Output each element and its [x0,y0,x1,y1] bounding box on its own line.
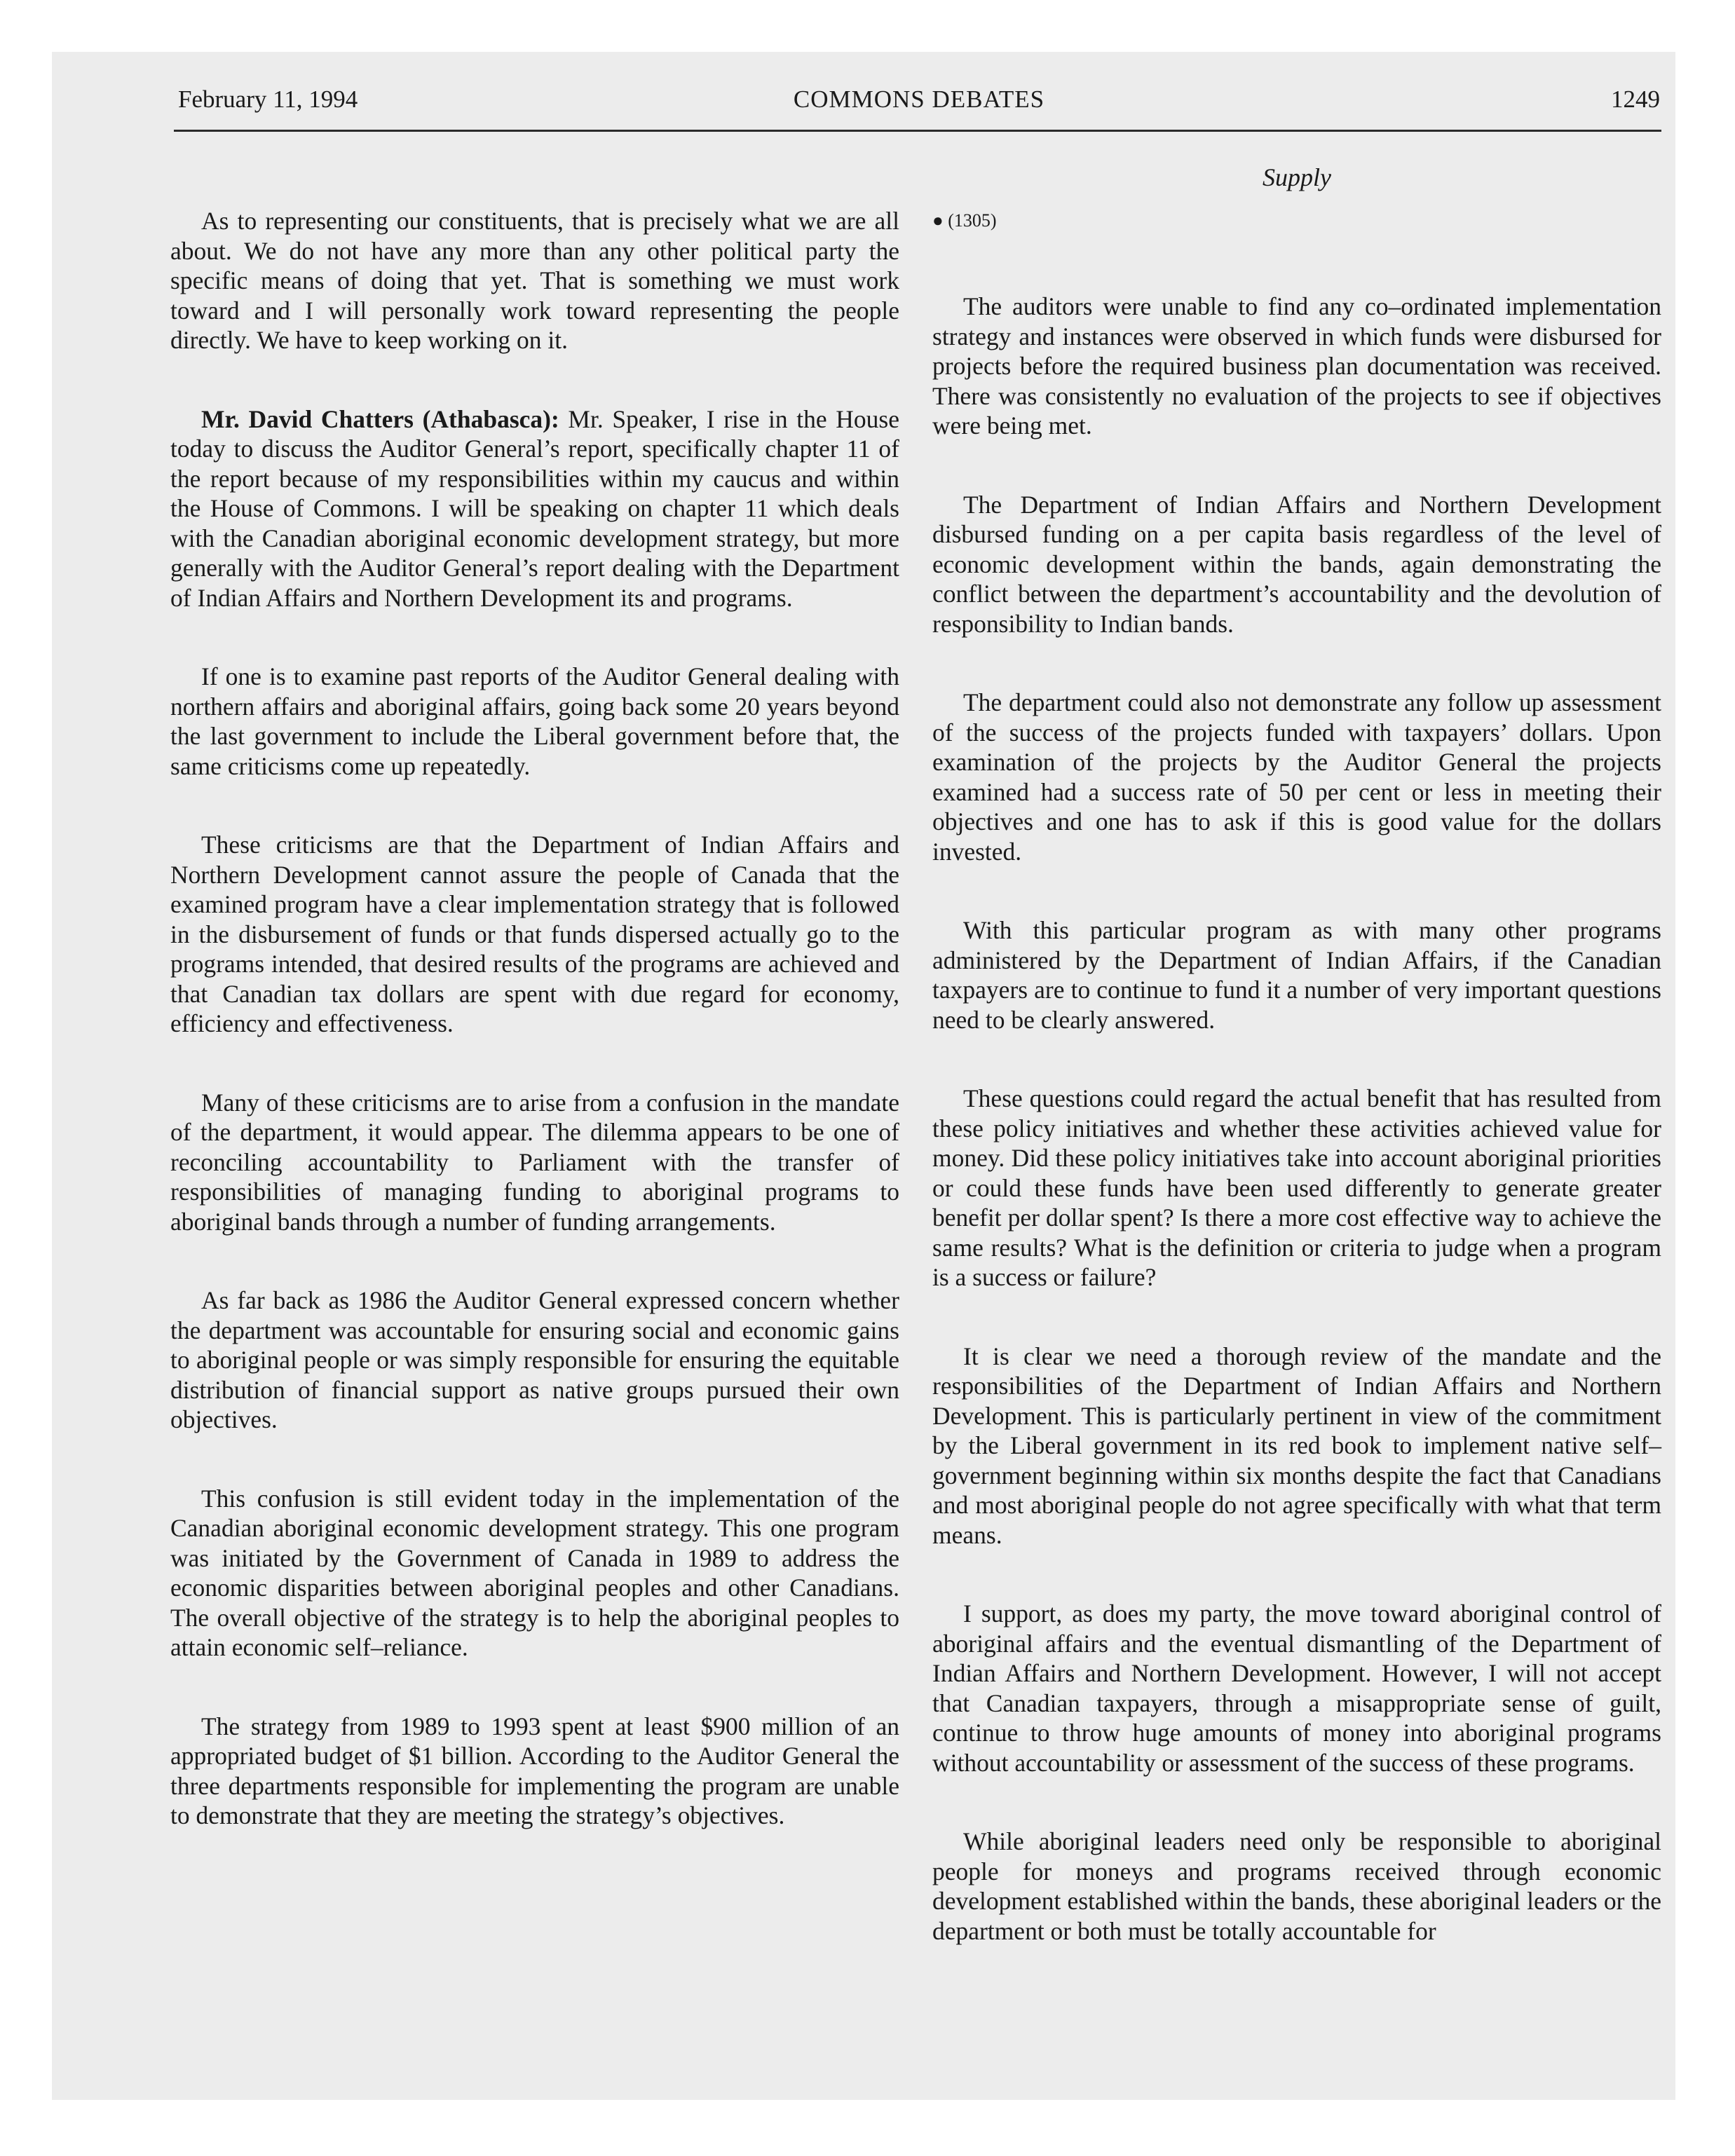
paragraph: With this particular program as with many other programs administered by the Department of Indian Affairs, if the Canadian taxpayers are to continue to fund it a number of very important questions need to be clearly answered. [932,916,1661,1034]
paragraph: Many of these criticisms are to arise from a confusion in the mandate of the department, it would appear. The dilemma appears to be one of reconciling accountability to Parliament with the transfer of responsibilities of managing funding to aboriginal programs to aboriginal bands through a number of funding arrangements. [170,1088,899,1236]
left-column [170,206,899,1880]
time-marker: ● (1305) [932,210,997,231]
paragraph: The department could also not demonstrate any follow up assessment of the success of the projects funded with taxpayers’ dollars. Upon examination of the projects by the Auditor General the projects examined had a success rate of 50 per cent or less in meeting their objectives and one has to ask if this is good value for the dollars invested. [932,688,1661,866]
paragraph: While aboriginal leaders need only be responsible to aboriginal people for moneys and programs received through economic development established within the bands, these aboriginal leaders or the department or both must be totally accountable for [932,1827,1661,1945]
paragraph: These criticisms are that the Department of Indian Affairs and Northern Development cannot assure the people of Canada that the examined program have a clear implementation strategy that is followed in the disbursement of funds or that funds dispersed actually go to the programs intended, that desired results of the programs are achieved and that Canadian tax dollars are spent with due regard for economy, efficiency and effectiveness. [170,831,899,1037]
header-date: February 11, 1994 [178,86,358,113]
paragraph: As to representing our constituents, that is precisely what we are all about. We do not have any more than any other political party the specific means of doing that yet. That is something we must work toward and I will personally work toward representing the people directly. We have to keep working on it. [170,207,899,354]
header-title: COMMONS DEBATES [793,86,1045,113]
right-column [932,206,1661,1995]
header-page-number: 1249 [1611,86,1660,113]
paragraph: It is clear we need a thorough review of the mandate and the responsibilities of the Department of Indian Affairs and Northern Development. This is particularly pertinent in view of the commitment by the Liberal government in its red book to implement native self–government beginning within six months despite the fact that Canadians and most aboriginal people do not agree specifically with what that term means. [932,1342,1661,1549]
header-rule [174,130,1661,132]
paragraph: I support, as does my party, the move toward aboriginal control of aboriginal affairs and the eventual dismantling of the Department of Indian Affairs and Northern Development. However, I will not accept that Canadian taxpayers, through a misappropriate sense of guilt, continue to throw huge amounts of money into aboriginal programs without accountability or assessment of the success of these programs. [932,1599,1661,1777]
paragraph: As far back as 1986 the Auditor General expressed concern whether the department was accountable for ensuring social and economic gains to aboriginal people or was simply responsible for ensuring the equitable distribution of financial support as native groups pursued their own objectives. [170,1286,899,1433]
paragraph: The Department of Indian Affairs and Northern Development disbursed funding on a per capita basis regardless of the level of economic development within the bands, again demonstrating the conflict between the department’s accountability and the devolution of responsibility to Indian bands. [932,490,1661,638]
speaker-name: Mr. David Chatters (Athabasca): [201,404,559,433]
paragraph: If one is to examine past reports of the Auditor General dealing with northern affairs and aboriginal affairs, going back some 20 years beyond the last government to include the Liberal government before that, the same criticisms come up repeatedly. [170,662,899,780]
paragraph: The auditors were unable to find any co–ordinated implementation strategy and instances were observed in which funds were disbursed for projects before the required business plan documentation was received. There was consistently no evaluation of the projects to see if objectives were being met. [932,292,1661,439]
section-title: Supply [1263,163,1331,191]
paragraph: This confusion is still evident today in the implementation of the Canadian aboriginal economic development strategy. This one program was initiated by the Government of Canada in 1989 to address the economic disparities between aboriginal peoples and other Canadians. The overall objective of the strategy is to help the aboriginal peoples to attain economic self–reliance. [170,1484,899,1661]
speech-text: Mr. Speaker, I rise in the House today to discuss the Auditor General’s report, specifically chapter 11 of the report because of my responsibilities within my caucus and within the House of Commons. I will be speaking on chapter 11 which deals with the Canadian aboriginal economic development strategy, but more generally with the Auditor General’s report dealing with the Department of Indian Affairs and Northern Development its and programs. [170,404,899,612]
page-header [178,86,1660,128]
paragraph: These questions could regard the actual benefit that has resulted from these policy initiatives and whether these activities achieved value for money. Did these policy initiatives take into account aboriginal priorities or could these funds have been used differently to generate greater benefit per dollar spent? Is there a more cost effective way to achieve the same results? What is the definition or criteria to judge when a program is a success or failure? [932,1084,1661,1291]
paragraph-speech [170,404,899,613]
paragraph: The strategy from 1989 to 1993 spent at least $900 million of an appropriated budget of $1 billion. According to the Auditor General the three departments responsible for implementing the program are unable to demonstrate that they are meeting the strategy’s objectives. [170,1712,899,1829]
